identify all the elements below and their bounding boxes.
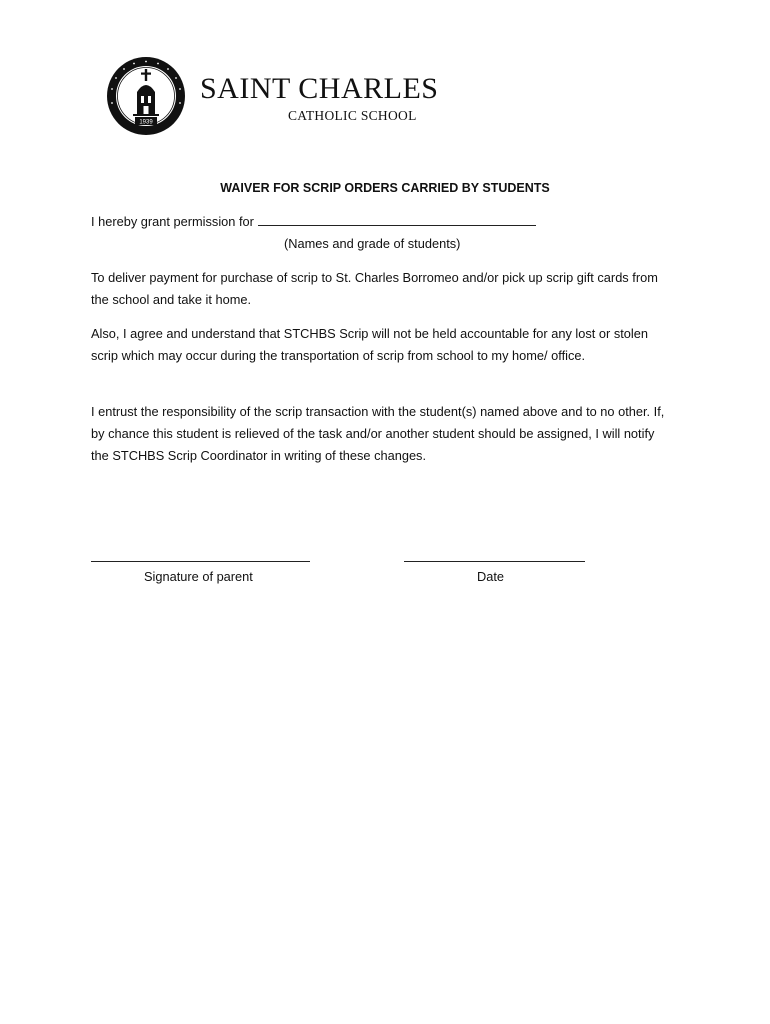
- grant-permission-line: [91, 211, 671, 233]
- parent-signature-field[interactable]: [91, 561, 310, 562]
- paragraph-liability: Also, I agree and understand that STCHBS Scrip will not be held accountable for any lost or stolen scrip which may occur during the transportation of scrip from school to my home/ office.: [91, 326, 648, 363]
- grant-prefix: I hereby grant permission for: [91, 214, 254, 229]
- paragraph-delivery: To deliver payment for purchase of scrip to St. Charles Borromeo and/or pick up scrip gift cards from the school and take it home.: [91, 270, 658, 307]
- parent-signature-label: Signature of parent: [144, 569, 253, 584]
- date-field[interactable]: [404, 561, 585, 562]
- school-seal-logo: [106, 56, 186, 136]
- school-name-logo: SAINT CHARLES: [200, 72, 439, 105]
- seal-year: 1939: [139, 119, 153, 126]
- document-title: WAIVER FOR SCRIP ORDERS CARRIED BY STUDENTS: [220, 181, 550, 195]
- paragraph-responsibility: I entrust the responsibility of the scrip transaction with the student(s) named above and to no other. If, by chance this student is relieved of the task and/or another student should be assigned, I will notify the STCHBS Scrip Coordinator in writing of these changes.: [91, 404, 665, 463]
- date-label: Date: [477, 569, 505, 584]
- grant-caption: (Names and grade of students): [284, 236, 461, 251]
- student-names-field[interactable]: [258, 212, 536, 226]
- school-subtitle-logo: CATHOLIC SCHOOL: [288, 108, 417, 123]
